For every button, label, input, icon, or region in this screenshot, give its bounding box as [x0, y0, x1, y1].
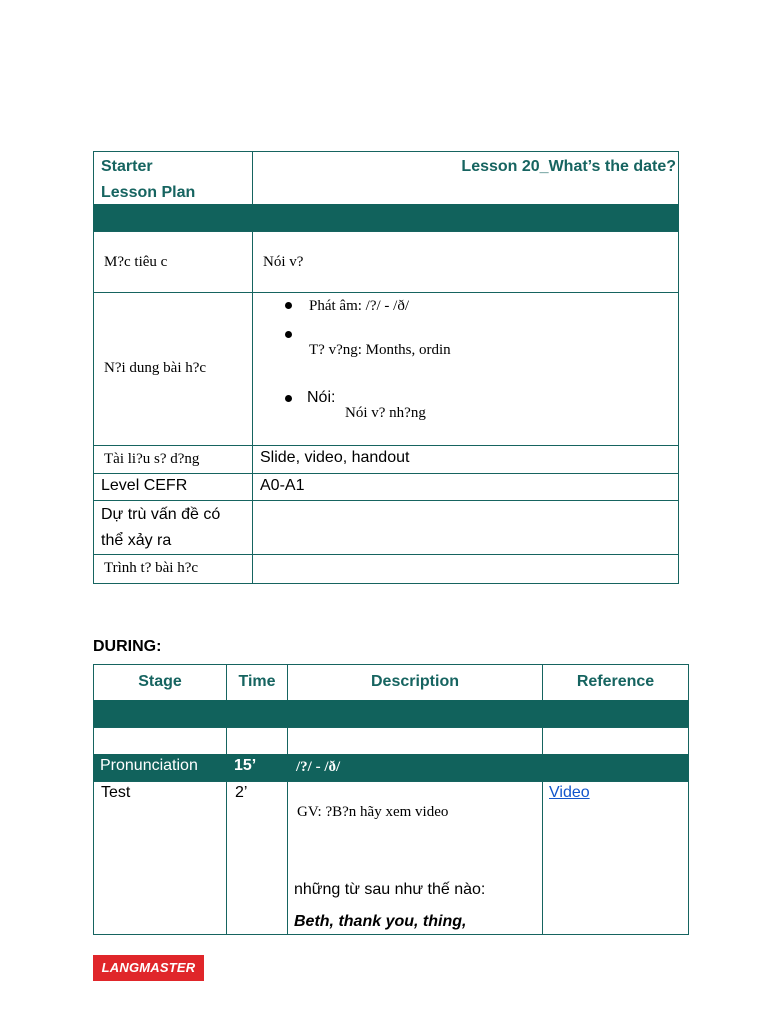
during-teal-band [93, 700, 689, 728]
test-desc-line1: GV: ?B?n hãy xem video [297, 804, 449, 820]
pronunciation-description: /?/ - /ð/ [296, 759, 341, 775]
test-stage: Test [101, 784, 131, 801]
col-header-stage [93, 664, 227, 701]
col-header-description [287, 664, 543, 701]
bullet-dot [285, 395, 292, 402]
pronunciation-row [93, 754, 689, 782]
header-starter-text: Starter [101, 158, 153, 175]
test-stage-cell [93, 781, 227, 935]
bullet-dot [285, 302, 292, 309]
procedure-label: Trình t? bài h?c [104, 560, 199, 576]
problems-label-line2: thể xảy ra [101, 532, 172, 549]
langmaster-logo-text: LANGMASTER [101, 960, 196, 975]
empty-cell [226, 727, 288, 755]
col-header-time-text: Time [238, 673, 276, 690]
problems-label-line1: Dự trù vấn đề có [101, 506, 221, 523]
content-bullet-speaking-prefix: Nói: [307, 389, 336, 406]
content-bullet-pronunciation: Phát âm: /?/ - /ð/ [309, 298, 409, 314]
col-header-time [226, 664, 288, 701]
video-link[interactable]: Video [549, 784, 590, 801]
level-label: Level CEFR [101, 477, 188, 494]
header-left-cell [93, 151, 253, 205]
test-description-cell [287, 781, 543, 935]
header-teal-band [93, 204, 679, 231]
content-value-cell [252, 292, 679, 446]
level-label-cell [93, 473, 253, 501]
test-desc-line2: những từ sau như thế nào: [294, 881, 486, 898]
header-lesson-plan-text: Lesson Plan [101, 184, 196, 201]
procedure-label-cell [93, 554, 253, 584]
problems-value-cell [252, 500, 679, 555]
procedure-value-cell [252, 554, 679, 584]
col-header-stage-text: Stage [138, 673, 182, 690]
materials-label-cell [93, 445, 253, 474]
test-desc-line3: Beth, thank you, thing, [294, 913, 467, 930]
empty-cell [93, 727, 227, 755]
content-label: N?i dung bài h?c [104, 360, 207, 376]
pronunciation-stage: Pronunciation [100, 757, 198, 774]
test-time: 2’ [235, 784, 248, 801]
materials-value: Slide, video, handout [260, 449, 410, 466]
content-bullet-speaking: Nói v? nh?ng [345, 405, 426, 421]
langmaster-logo [93, 955, 204, 981]
level-value-cell [252, 473, 679, 501]
objective-value: Nói v? [263, 254, 304, 270]
during-heading: DURING: [93, 638, 162, 655]
test-time-cell [226, 781, 288, 935]
level-value: A0-A1 [260, 477, 305, 494]
lesson-title: Lesson 20_What’s the date? [461, 158, 676, 175]
bullet-dot [285, 331, 292, 338]
empty-cell [287, 727, 543, 755]
header-right-cell [252, 151, 679, 205]
col-header-reference [542, 664, 689, 701]
content-bullet-vocabulary: T? v?ng: Months, ordin [309, 342, 451, 358]
objective-label: M?c tiêu c [104, 254, 168, 270]
test-reference-cell [542, 781, 689, 935]
content-label-cell [93, 292, 253, 446]
col-header-reference-text: Reference [576, 673, 655, 690]
problems-label-cell [93, 500, 253, 555]
col-header-description-text: Description [370, 673, 459, 690]
materials-label: Tài li?u s? d?ng [104, 451, 200, 467]
empty-cell [542, 727, 689, 755]
pronunciation-time: 15’ [234, 757, 257, 774]
objective-label-cell [93, 231, 253, 293]
materials-value-cell [252, 445, 679, 474]
objective-value-cell [252, 231, 679, 293]
